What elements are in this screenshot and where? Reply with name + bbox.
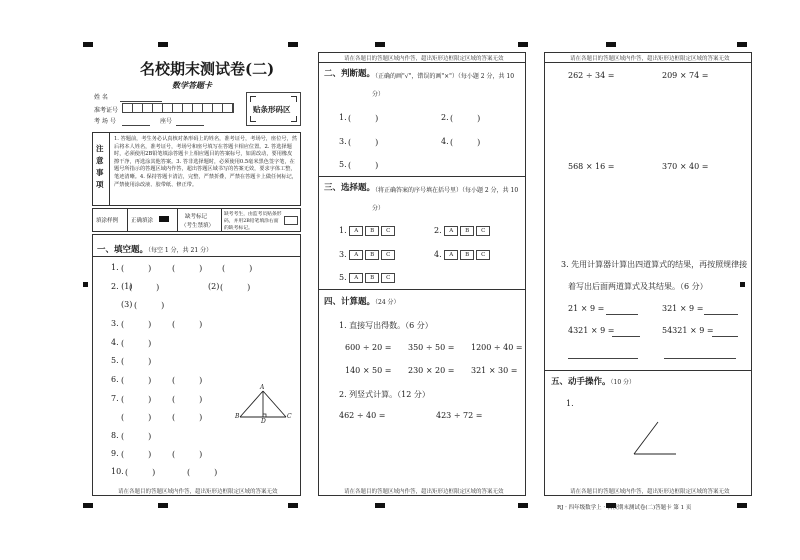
q2-2-label: (2): [208, 282, 220, 291]
q5-label: 5.: [111, 356, 119, 365]
q8-blank-1[interactable]: ( ): [121, 432, 152, 441]
absent-checkbox[interactable]: [284, 216, 298, 225]
absent-title: 缺考标记: [185, 214, 208, 220]
fill-sample-label: 填涂样例: [96, 218, 119, 224]
q9-label: 9.: [111, 449, 119, 458]
timing-mark: [158, 42, 168, 47]
notice-text: 1. 答题前，考生务必认真核对条形码上的姓名，准考证号，考场号，座位号，然后将本人姓名，准考证号，考场号和座号填写在答题卡相应位置。2. 答选择题时，必须使用2B铅笔填涂答题卡上相应题目的答案标号，如需改动，要用橡皮擦干净，再选涂其他答案。3. 答非选择题时，必须使用0.5毫米黑色签字笔，在题号所指示的答题区域内作答，超出答题区域书写的答案无效，要求字体工整，笔迹清晰。4. 保持答题卡清洁，完整，严禁折叠，严禁在答题卡上做任何标记，严禁使用涂改液、胶带纸、修正带。: [114, 136, 297, 188]
s3-q5-option-b[interactable]: B: [365, 273, 379, 283]
q3-blank-1[interactable]: ( ): [121, 320, 152, 329]
notice-title: 注意事项: [96, 144, 104, 189]
q6-label: 6.: [111, 375, 119, 384]
s3-q3: 3. A B C: [339, 250, 397, 260]
calc-1: 600 ÷ 20 =: [345, 343, 392, 352]
name-label: 姓 名: [94, 94, 108, 101]
q2-2-blank-1[interactable]: ( ): [220, 283, 251, 292]
q3-instruction-2: 着写出后面两道算式及其结果。（6 分）: [568, 282, 708, 291]
q10-label: 10.: [111, 467, 124, 476]
section3-title: 三、选择题。: [324, 183, 376, 193]
timing-mark: [83, 503, 93, 508]
barcode-area: [246, 92, 301, 126]
pattern-5-line[interactable]: [568, 358, 638, 359]
calc-3: 1200 ÷ 40 =: [471, 343, 523, 352]
q4-blank-1[interactable]: ( ): [121, 339, 152, 348]
pattern-1-answer[interactable]: [606, 314, 638, 315]
s3-q4-option-a[interactable]: A: [444, 250, 458, 260]
timing-mark: [288, 42, 298, 47]
q1-blank-3[interactable]: ( ): [222, 264, 253, 273]
absent-text: 缺考考生，由监考员贴条形码，并用2B铅笔填涂右面的缺考标记。: [224, 212, 282, 231]
q2-3-label: (3): [121, 300, 133, 309]
fill-sample-box: [92, 208, 301, 232]
q9-blank-2[interactable]: ( ): [172, 450, 203, 459]
q2-label: 2. (1): [111, 282, 133, 291]
calc-4: 140 × 50 =: [345, 366, 392, 375]
section1-divider: [93, 256, 300, 257]
right-calc-1: 262 ÷ 34 =: [568, 71, 615, 80]
q10-blank-1[interactable]: ( ): [125, 468, 156, 477]
s3-q4-option-c[interactable]: C: [476, 250, 490, 260]
room-field[interactable]: [122, 125, 150, 126]
q3-label: 3.: [111, 319, 119, 328]
timing-mark: [83, 42, 93, 47]
right-calc-4: 370 × 40 =: [662, 162, 709, 171]
s2-q3-answer[interactable]: ( ): [348, 138, 379, 147]
room-label: 考 场 号: [94, 118, 116, 125]
middle-header-note: 请在各题目的答题区域内作答，超出矩形边框限定区域的答案无效: [344, 56, 504, 62]
pattern-3: 4321 × 9 =: [568, 326, 615, 335]
timing-mark: [83, 282, 88, 287]
timing-mark: [375, 503, 385, 508]
q7-blank-1[interactable]: ( ): [121, 395, 152, 404]
q9-blank-1[interactable]: ( ): [121, 450, 152, 459]
vertical-calc-1: 462 ÷ 40 =: [339, 411, 386, 420]
q1-label: 1.: [111, 263, 119, 272]
triangle-label-d: D: [261, 418, 266, 425]
notice-box: [92, 132, 301, 206]
s3-q4-option-b[interactable]: B: [460, 250, 474, 260]
sheet-subtitle: 数学答题卡: [172, 80, 212, 90]
q7-blank-4[interactable]: ( ): [172, 413, 203, 422]
s3-q4: 4. A B C: [434, 250, 492, 260]
page-footer: RJ · 四年级数学上 · 名校期末测试卷(二)答题卡 第 1 页: [557, 505, 692, 511]
timing-mark: [518, 503, 528, 508]
s2-q1-answer[interactable]: ( ): [348, 114, 379, 123]
timing-mark: [375, 42, 385, 47]
s2-q1-label: 1.: [339, 113, 347, 122]
section1-title: 一、填空题。（每空 1 分，共 21 分）: [97, 245, 213, 255]
vertical-calc-2: 423 ÷ 72 =: [436, 411, 483, 420]
absent-sub: （考生禁填）: [181, 223, 215, 229]
timing-mark: [737, 503, 747, 508]
triangle-label-c: C: [287, 413, 292, 420]
calc-6: 321 × 30 =: [471, 366, 518, 375]
q1-blank-1[interactable]: ( ): [121, 264, 152, 273]
s2-q4-answer[interactable]: ( ): [450, 138, 481, 147]
section5-title: 五、动手操作。（10 分）: [551, 377, 636, 387]
s2-q5-label: 5.: [339, 160, 347, 169]
pattern-1: 21 × 9 =: [568, 304, 605, 313]
s3-q1: 1. A B C: [339, 226, 397, 236]
s3-q3-option-b[interactable]: B: [365, 250, 379, 260]
s3-q2: 2. A B C: [434, 226, 492, 236]
timing-mark: [606, 42, 616, 47]
s3-q2-option-a[interactable]: A: [444, 226, 458, 236]
s3-q3-option-c[interactable]: C: [381, 250, 395, 260]
ticket-label: 准考证号: [94, 107, 119, 114]
q5-blank-1[interactable]: ( ): [121, 357, 152, 366]
q1-blank-2[interactable]: ( ): [172, 264, 203, 273]
pattern-6-line[interactable]: [664, 358, 736, 359]
left-footer-note: 请在各题目的答题区域内作答，超出矩形边框限定区域的答案无效: [118, 489, 278, 495]
correct-fill-label: 正确填涂: [131, 218, 154, 224]
pattern-4-answer[interactable]: [712, 336, 738, 337]
middle-footer-note: 请在各题目的答题区域内作答，超出矩形边框限定区域的答案无效: [344, 489, 504, 495]
s3-q1-option-a[interactable]: A: [349, 226, 363, 236]
right-calc-3: 568 × 16 =: [568, 162, 615, 171]
section2-desc: （正确的画"√"，错误的画"×"）（每小题 2 分，共 10 分）: [372, 73, 515, 98]
q3-blank-2[interactable]: ( ): [172, 320, 203, 329]
angle-figure: [630, 418, 680, 458]
pattern-4: 54321 × 9 =: [662, 326, 714, 335]
s3-q5-option-c[interactable]: C: [381, 273, 395, 283]
barcode-label: 贴条形码区: [253, 105, 291, 114]
s2-q5-answer[interactable]: ( ): [348, 161, 379, 170]
s3-q1-option-b[interactable]: B: [365, 226, 379, 236]
s5-q1-label: 1.: [566, 399, 574, 408]
s3-q2-option-c[interactable]: C: [476, 226, 490, 236]
timing-mark: [158, 503, 168, 508]
s3-q3-option-a[interactable]: A: [349, 250, 363, 260]
timing-mark: [737, 42, 747, 47]
q10-blank-2[interactable]: ( ): [187, 468, 218, 477]
q6-blank-1[interactable]: ( ): [121, 376, 152, 385]
calc-5: 230 × 20 =: [408, 366, 455, 375]
seat-field[interactable]: [176, 125, 204, 126]
q7-blank-3[interactable]: ( ): [121, 413, 152, 422]
calc-2: 350 ÷ 50 =: [408, 343, 455, 352]
s3-q2-option-b[interactable]: B: [460, 226, 474, 236]
q7-label: 7.: [111, 394, 119, 403]
q4-label: 4.: [111, 338, 119, 347]
timing-mark: [288, 503, 298, 508]
s2-q3-label: 3.: [339, 137, 347, 146]
q3-instruction-1: 3. 先用计算器计算出四道算式的结果，再按照规律接: [561, 260, 748, 269]
q8-label: 8.: [111, 431, 119, 440]
pattern-2-answer[interactable]: [704, 314, 738, 315]
right-calc-2: 209 × 74 =: [662, 71, 709, 80]
triangle-label-a: A: [260, 384, 265, 391]
s4-q1-title: 1. 直接写出得数。（6 分）: [339, 321, 433, 330]
section4-title: 四、计算题。（24 分）: [324, 297, 400, 307]
q7-blank-2[interactable]: ( ): [172, 395, 203, 404]
name-field[interactable]: [120, 101, 162, 102]
section3-desc: （将正确答案的序号填在括号里）（每小题 2 分，共 10 分）: [372, 187, 519, 212]
q2-3-blank-1[interactable]: ( ): [134, 301, 165, 310]
correct-fill-sample: [159, 216, 169, 222]
s2-q4-label: 4.: [441, 137, 449, 146]
seat-label: 座号: [160, 118, 173, 125]
q6-blank-2[interactable]: ( ): [172, 376, 203, 385]
s4-q2-title: 2. 列竖式计算。（12 分）: [339, 390, 430, 399]
ticket-number-boxes[interactable]: [122, 103, 234, 113]
s3-q5-option-a[interactable]: A: [349, 273, 363, 283]
right-footer-note: 请在各题目的答题区域内作答，超出矩形边框限定区域的答案无效: [570, 489, 730, 495]
timing-mark: [518, 42, 528, 47]
q2-1-blank-1[interactable]: ( ): [129, 283, 160, 292]
pattern-2: 321 × 9 =: [662, 304, 704, 313]
pattern-3-answer[interactable]: [612, 336, 640, 337]
right-header-note: 请在各题目的答题区域内作答，超出矩形边框限定区域的答案无效: [570, 56, 730, 62]
s2-q2-answer[interactable]: ( ): [450, 114, 481, 123]
sheet-title: 名校期末测试卷(二): [140, 60, 275, 78]
s3-q1-option-c[interactable]: C: [381, 226, 395, 236]
s2-q2-label: 2.: [441, 113, 449, 122]
s3-q5: 5. A B C: [339, 273, 397, 283]
triangle-label-b: B: [235, 413, 240, 420]
section2-title: 二、判断题。: [324, 69, 376, 79]
